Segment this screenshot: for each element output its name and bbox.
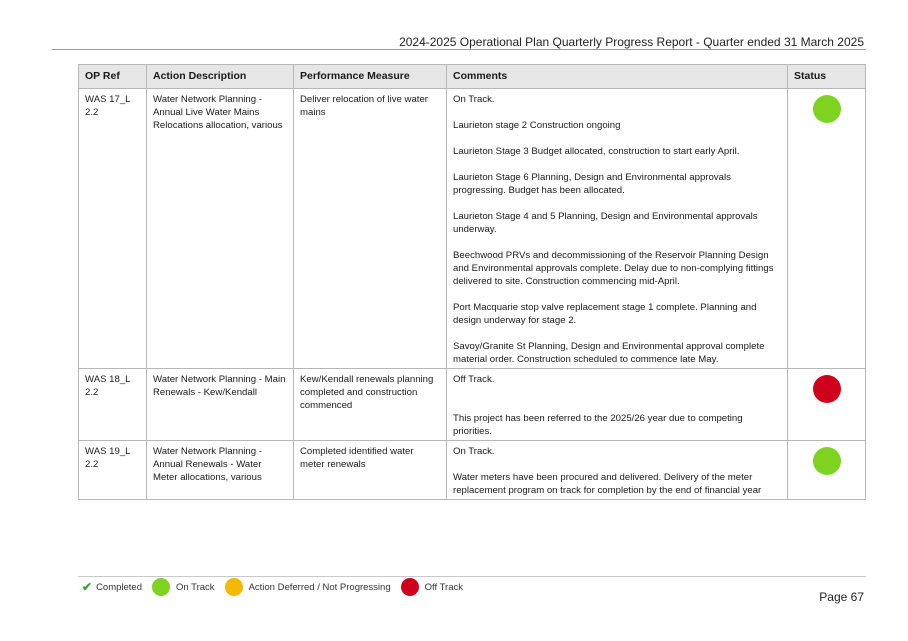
amber-dot-icon bbox=[225, 578, 243, 596]
table-row bbox=[79, 441, 866, 500]
table-row bbox=[79, 369, 866, 441]
action-description-cell: Water Network Planning - Annual Live Water Mains Relocations allocation, various bbox=[147, 89, 294, 369]
table-row bbox=[79, 89, 866, 369]
comments-cell bbox=[447, 441, 788, 500]
status-on-track-icon bbox=[813, 95, 841, 123]
performance-measure-cell: Deliver relocation of live water mains bbox=[294, 89, 447, 369]
progress-table bbox=[78, 64, 866, 500]
performance-measure-cell: Completed identified water meter renewals bbox=[294, 441, 447, 500]
legend-item-on-track bbox=[152, 578, 215, 596]
op-ref-cell: WAS 18_L 2.2 bbox=[79, 369, 147, 441]
comment-paragraph: Off Track. bbox=[453, 374, 495, 385]
performance-measure-cell: Kew/Kendall renewals planning completed and construction commenced bbox=[294, 369, 447, 441]
legend-label: Off Track bbox=[424, 581, 463, 593]
comment-paragraph: Savoy/Granite St Planning, Design and Environmental approval complete material order. Construction scheduled to commence late May. bbox=[453, 341, 765, 365]
op-ref-cell: WAS 17_L 2.2 bbox=[79, 89, 147, 369]
comments-cell bbox=[447, 89, 788, 369]
comment-paragraph: Laurieton Stage 3 Budget allocated, construction to start early April. bbox=[453, 146, 740, 157]
status-cell bbox=[788, 89, 866, 369]
comment-paragraph: Laurieton Stage 6 Planning, Design and Environmental approvals progressing. Budget has been allocated. bbox=[453, 172, 731, 196]
legend-item-off-track bbox=[401, 578, 463, 596]
red-dot-icon bbox=[401, 578, 419, 596]
legend-label: Action Deferred / Not Progressing bbox=[248, 581, 391, 593]
legend-item-deferred bbox=[225, 578, 391, 596]
legend-label: On Track bbox=[176, 581, 215, 593]
column-header-performance-measure: Performance Measure bbox=[294, 65, 447, 89]
status-on-track-icon bbox=[813, 447, 841, 475]
status-legend bbox=[82, 578, 473, 596]
column-header-op-ref: OP Ref bbox=[79, 65, 147, 89]
column-header-comments: Comments bbox=[447, 65, 788, 89]
action-description-cell: Water Network Planning - Annual Renewals - Water Meter allocations, various bbox=[147, 441, 294, 500]
comment-paragraph: On Track. bbox=[453, 94, 495, 105]
comment-paragraph: On Track. bbox=[453, 446, 495, 457]
status-cell bbox=[788, 441, 866, 500]
table-header-row bbox=[79, 65, 866, 89]
comments-cell bbox=[447, 369, 788, 441]
comment-paragraph: This project has been referred to the 2025/26 year due to competing priorities. bbox=[453, 413, 743, 437]
column-header-status: Status bbox=[788, 65, 866, 89]
status-off-track-icon bbox=[813, 375, 841, 403]
green-dot-icon bbox=[152, 578, 170, 596]
column-header-action-description: Action Description bbox=[147, 65, 294, 89]
report-header-title: 2024-2025 Operational Plan Quarterly Progress Report - Quarter ended 31 March 2025 bbox=[399, 35, 864, 49]
comment-paragraph: Port Macquarie stop valve replacement stage 1 complete. Planning and design underway for stage 2. bbox=[453, 302, 757, 326]
legend-item-completed bbox=[82, 580, 142, 594]
comment-paragraph: Laurieton Stage 4 and 5 Planning, Design and Environmental approvals underway. bbox=[453, 211, 758, 235]
op-ref-cell: WAS 19_L 2.2 bbox=[79, 441, 147, 500]
page-number: Page 67 bbox=[819, 590, 864, 604]
comment-paragraph: Water meters have been procured and delivered. Delivery of the meter replacement program on track for completion by the end of financial year bbox=[453, 472, 762, 496]
footer-divider bbox=[78, 576, 866, 577]
comment-paragraph: Laurieton stage 2 Construction ongoing bbox=[453, 120, 621, 131]
check-icon: ✔ bbox=[82, 580, 93, 594]
header-divider bbox=[52, 49, 866, 50]
comment-paragraph: Beechwood PRVs and decommissioning of the Reservoir Planning Design and Environmental approvals complete. Delay due to non-complying fittings delivered to site. Construction commencing mid-April. bbox=[453, 250, 774, 287]
legend-label: Completed bbox=[96, 581, 143, 593]
action-description-cell: Water Network Planning - Main Renewals - Kew/Kendall bbox=[147, 369, 294, 441]
status-cell bbox=[788, 369, 866, 441]
